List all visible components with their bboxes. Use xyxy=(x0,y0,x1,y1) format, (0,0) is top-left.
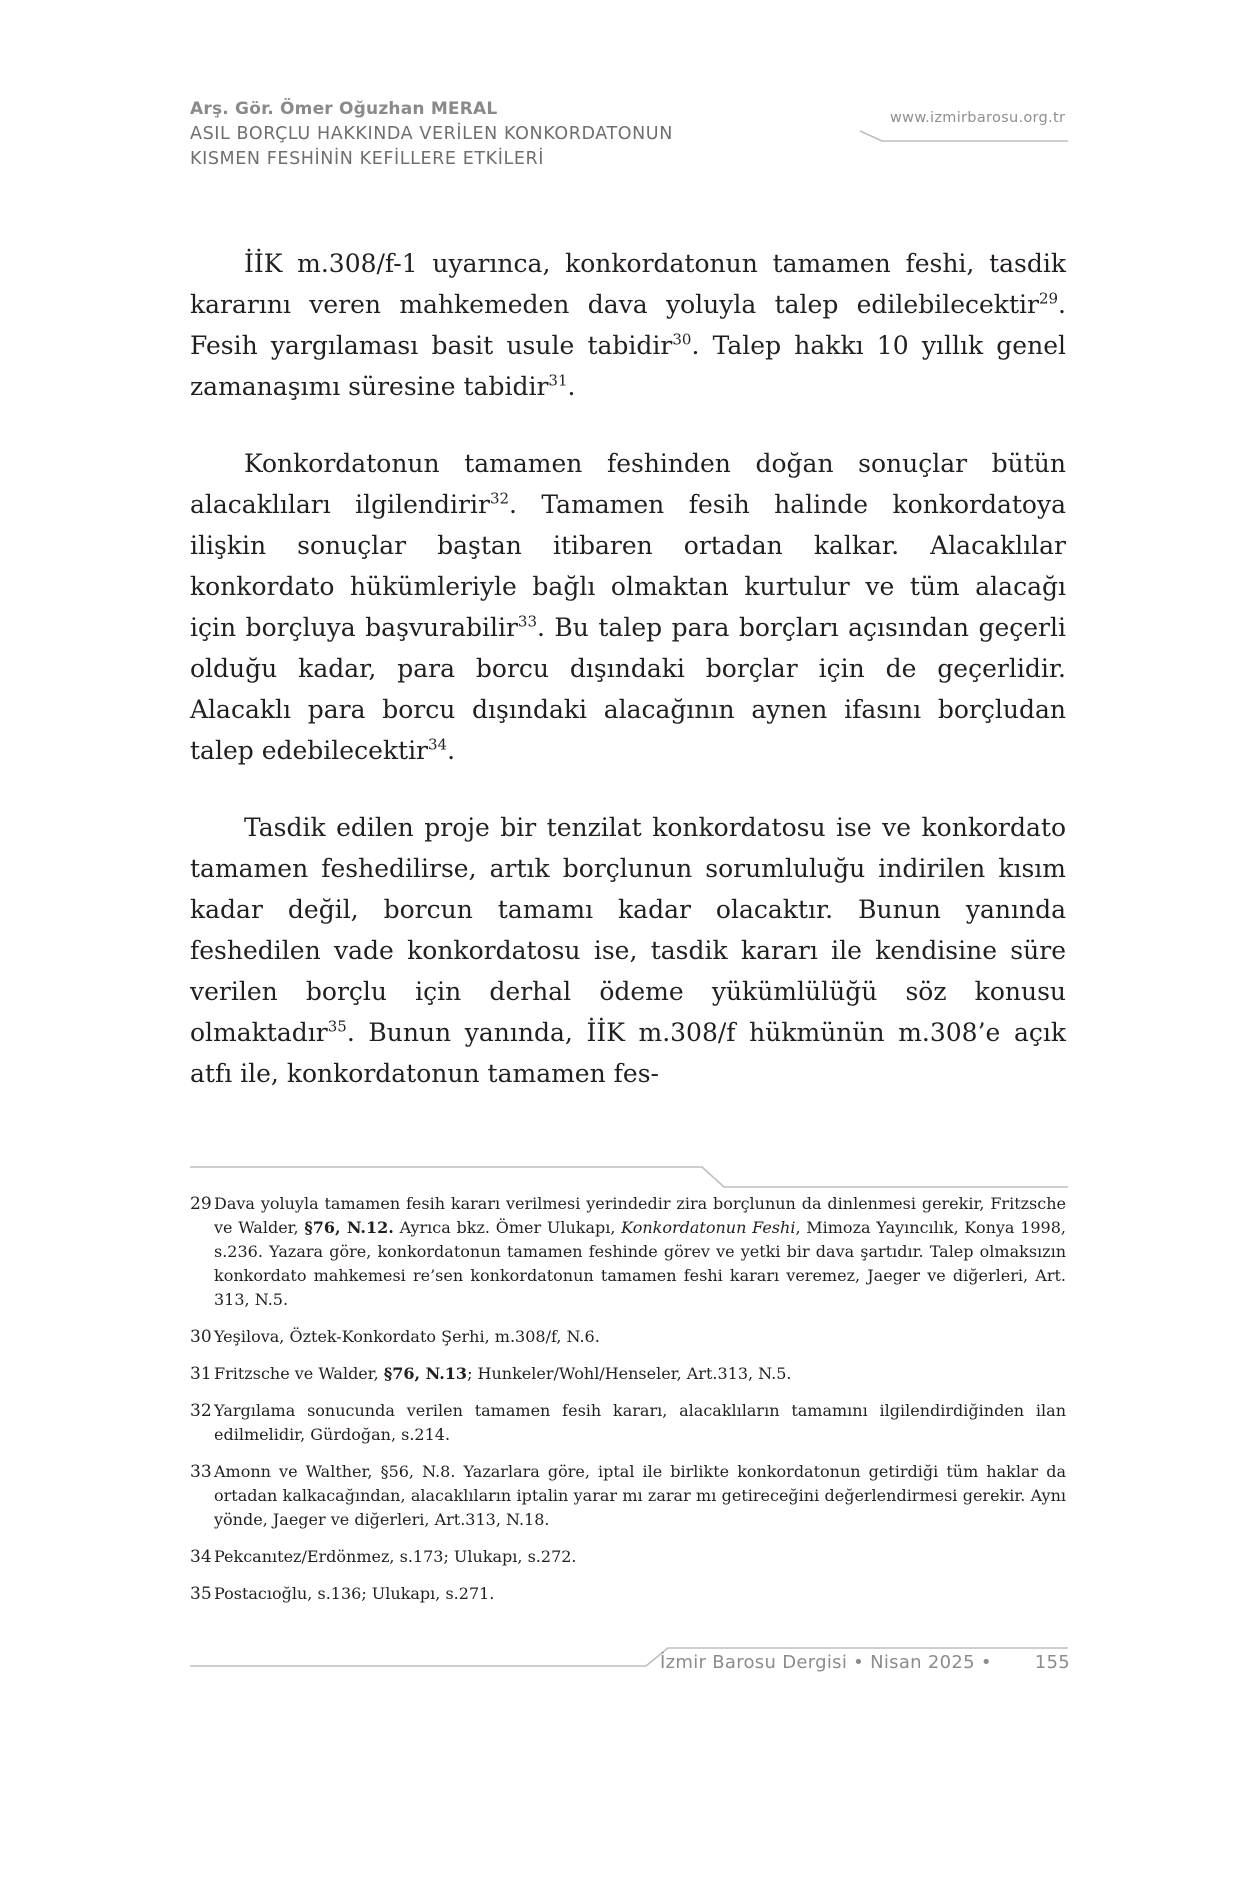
footnote-ref-29: 29 xyxy=(1038,289,1059,308)
footnote-text: Yargılama sonucunda verilen tamamen fesih kararı, alacaklıların tamamını ilgilendirdiğinden ilan edilmelidir, Gürdoğan, s.214. xyxy=(214,1401,1066,1444)
bold-run: §76, N.13 xyxy=(383,1364,468,1383)
footnote-33 xyxy=(190,1460,1066,1532)
text-run: . Fesih yargılaması basit usule tabidir xyxy=(190,290,1066,360)
page-number: 155 xyxy=(1034,1652,1070,1673)
header-title-line-1: ASIL BORÇLU HAKKINDA VERİLEN KONKORDATONUN xyxy=(190,124,673,144)
footnote-29 xyxy=(190,1192,1066,1312)
footnote-35 xyxy=(190,1582,1066,1606)
text-run: Fritzsche ve Walder, xyxy=(214,1364,384,1383)
footnote-number: 32 xyxy=(190,1401,212,1421)
text-run: Dava yoluyla tamamen fesih kararı verilmesi yerindedir zira borçlunun da dinlenmesi gerekir, Fritzsche ve Walder, xyxy=(214,1194,1066,1237)
footnote-separator xyxy=(190,1165,1070,1189)
footnote-34 xyxy=(190,1545,1066,1569)
footer-journal: İzmir Barosu Dergisi • Nisan 2025 • xyxy=(660,1652,992,1673)
footnote-number: 30 xyxy=(190,1327,212,1347)
running-header xyxy=(190,96,673,172)
footnote-number: 33 xyxy=(190,1462,212,1482)
text-run: . xyxy=(567,372,576,401)
footnote-ref-32: 32 xyxy=(489,489,510,508)
footnote-text: Pekcanıtez/Erdönmez, s.173; Ulukapı, s.272. xyxy=(214,1547,577,1566)
paragraph-1 xyxy=(190,243,1066,407)
footnote-text: Yeşilova, Öztek-Konkordato Şerhi, m.308/f, N.6. xyxy=(214,1327,600,1346)
text-run: , Mimoza Yayıncılık, Konya 1998, s.236. Yazara göre, konkordatonun tamamen feshinde görev ve yetki bir dava şartıdır. Talep olmaksızın konkordato mahkemesi re’sen konkordatonun tamamen feshi kararı veremez, Jaeger ve diğerleri, Art. 313, N.5. xyxy=(214,1218,1067,1309)
footnote-number: 29 xyxy=(190,1194,212,1214)
footnote-text: Amonn ve Walther, §56, N.8. Yazarlara göre, iptal ile birlikte konkordatonun getirdiği tüm haklar da ortadan kalkacağından, alacaklıların iptalin yarar mı zarar mı getireceğini değerlendirmesi gerekir. Aynı yönde, Jaeger ve diğerleri, Art.313, N.18. xyxy=(214,1462,1066,1529)
footnote-ref-34: 34 xyxy=(428,735,448,754)
paragraph-2 xyxy=(190,443,1066,771)
footnote-text: Postacıoğlu, s.136; Ulukapı, s.271. xyxy=(214,1584,495,1603)
text-run: ; Hunkeler/Wohl/Henseler, Art.313, N.5. xyxy=(467,1364,792,1383)
italic-run: Konkordatonun Feshi xyxy=(621,1218,796,1237)
text-run: . Tamamen fesih halinde konkordatoya ilişkin sonuçlar baştan itibaren ortadan kalkar. Alacaklılar konkordato hükümleriyle bağlı olmaktan kurtulur ve tüm alacağı için borçluya başvurabilir xyxy=(190,490,1066,642)
footnote-31 xyxy=(190,1362,1066,1386)
text-run: Ayrıca bkz. Ömer Ulukapı, xyxy=(393,1218,622,1237)
text-run: . Bunun yanında, İİK m.308/f hükmünün m.308’e açık atfı ile, konkordatonun tamamen fes- xyxy=(190,1018,1066,1088)
text-run: Tasdik edilen proje bir tenzilat konkordatosu ise ve konkordato tamamen feshedilirse, artık borçlunun sorumluluğu indirilen kısım kadar değil, borcun tamamı kadar olacaktır. Bunun yanında feshedilen vade konkordatosu ise, tasdik kararı ile kendisine süre verilen borçlu için derhal ödeme yükümlülüğü söz konusu olmaktadır xyxy=(190,813,1066,1047)
header-rule xyxy=(860,130,1070,142)
footnote-ref-33: 33 xyxy=(517,612,538,631)
text-run: Konkordatonun tamamen feshinden doğan sonuçlar bütün alacaklıları ilgilendirir xyxy=(190,449,1066,519)
footnote-30 xyxy=(190,1325,1066,1349)
text-run: . xyxy=(447,736,456,765)
header-website: www.izmirbarosu.org.tr xyxy=(890,110,1066,126)
text-run: İİK m.308/f-1 uyarınca, konkordatonun tamamen feshi, tasdik kararını veren mahkemeden dava yoluyla talep edilebilecektir xyxy=(190,249,1066,319)
footnote-text xyxy=(214,1362,1066,1386)
footnote-ref-35: 35 xyxy=(327,1017,347,1036)
footnote-number: 35 xyxy=(190,1584,212,1604)
main-text xyxy=(190,243,1066,1094)
footnote-ref-30: 30 xyxy=(672,330,692,349)
footnote-number: 31 xyxy=(190,1364,212,1384)
footnote-32 xyxy=(190,1399,1066,1447)
text-run: . Bu talep para borçları açısından geçerli olduğu kadar, para borcu dışındaki borçlar için de geçerlidir. Alacaklı para borcu dışındaki alacağının aynen ifasını borçludan talep edebilecektir xyxy=(190,613,1066,765)
footnote-ref-31: 31 xyxy=(548,371,568,390)
footnote-text xyxy=(214,1192,1066,1312)
paragraph-3 xyxy=(190,807,1066,1094)
bold-run: §76, N.12. xyxy=(304,1218,394,1237)
header-author: Arş. Gör. Ömer Oğuzhan MERAL xyxy=(190,99,498,119)
header-title-line-2: KISMEN FESHİNİN KEFİLLERE ETKİLERİ xyxy=(190,149,545,169)
text-run: . Talep hakkı 10 yıllık genel zamanaşımı süresine tabidir xyxy=(190,331,1066,401)
running-footer xyxy=(660,1652,1070,1673)
footnotes xyxy=(190,1192,1066,1619)
footnote-number: 34 xyxy=(190,1547,212,1567)
